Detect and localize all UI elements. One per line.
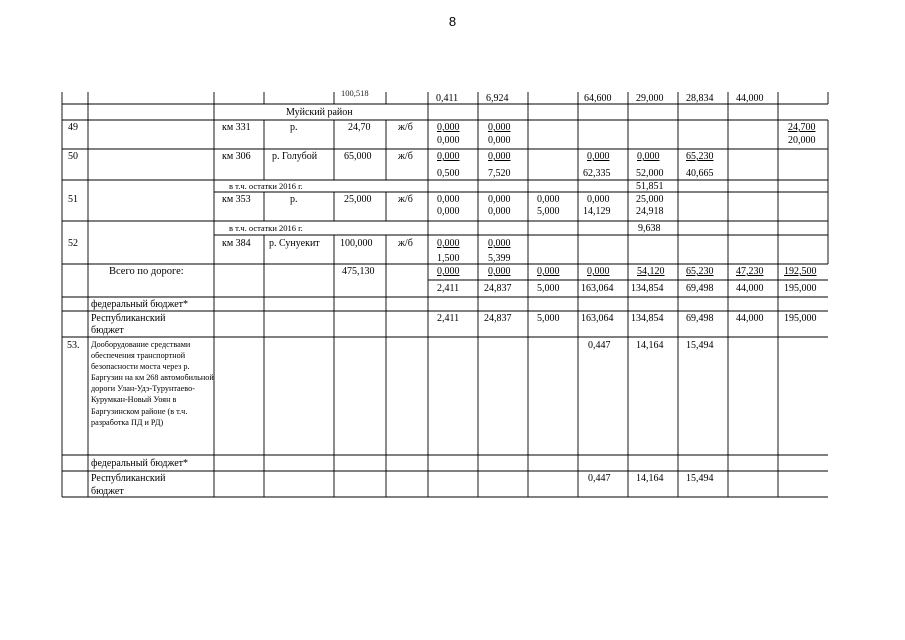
row-type: ж/б <box>398 122 413 133</box>
cell-value: 0,000 <box>437 135 460 146</box>
top-cell: 44,000 <box>736 93 764 104</box>
remains-label: в т.ч. остатки 2016 г. <box>229 223 303 233</box>
cell-value: 5,000 <box>537 206 560 217</box>
remains-value: 51,851 <box>636 181 664 192</box>
cell-value: 14,129 <box>583 206 611 217</box>
row-number: 51 <box>68 194 78 205</box>
remains-label: в т.ч. остатки 2016 г. <box>229 181 303 191</box>
cut-off-text: 100,518 <box>341 88 369 98</box>
cell-value: 0,000 <box>488 206 511 217</box>
remains-value: 9,638 <box>638 223 661 234</box>
top-cell: 6,924 <box>486 93 509 104</box>
total-value: 44,000 <box>736 283 764 294</box>
item-value: 15,494 <box>686 340 714 351</box>
total-length: 475,130 <box>342 266 375 277</box>
total-value: 195,000 <box>784 283 817 294</box>
top-cell: 64,600 <box>584 93 612 104</box>
republic-value: 24,837 <box>484 313 512 324</box>
top-cell: 29,000 <box>636 93 664 104</box>
total-value: 24,837 <box>484 283 512 294</box>
row-name: р. <box>290 194 298 205</box>
total-value: 0,000 <box>488 266 511 277</box>
cell-value: 24,918 <box>636 206 664 217</box>
republic-value: 15,494 <box>686 473 714 484</box>
republic-budget-label: Республиканский <box>91 313 166 324</box>
row-number: 52 <box>68 238 78 249</box>
republic-budget-label: Республиканский <box>91 473 166 484</box>
row-type: ж/б <box>398 151 413 162</box>
cell-value: 62,335 <box>583 168 611 179</box>
total-value: 0,000 <box>537 266 560 277</box>
cell-value: 0,000 <box>488 122 511 133</box>
row-number: 50 <box>68 151 78 162</box>
cell-value: 65,230 <box>686 151 714 162</box>
republic-value: 195,000 <box>784 313 817 324</box>
total-value: 134,854 <box>631 283 664 294</box>
row-km: км 384 <box>222 238 251 249</box>
cell-value: 0,000 <box>637 151 660 162</box>
republic-value: 5,000 <box>537 313 560 324</box>
total-value: 163,064 <box>581 283 614 294</box>
cell-value: 0,000 <box>587 194 610 205</box>
republic-budget-label: бюджет <box>91 486 124 497</box>
cell-value: 40,665 <box>686 168 714 179</box>
district-header: Муйский район <box>286 107 353 118</box>
cell-value: 0,000 <box>537 194 560 205</box>
cell-value: 25,000 <box>636 194 664 205</box>
item-number: 53. <box>67 340 80 351</box>
cell-value: 0,000 <box>437 238 460 249</box>
row-km: км 306 <box>222 151 251 162</box>
cell-value: 0,500 <box>437 168 460 179</box>
republic-value: 2,411 <box>437 313 460 324</box>
cell-value: 24,700 <box>788 122 816 133</box>
row-name: р. Сунуекит <box>269 238 320 249</box>
total-value: 65,230 <box>686 266 714 277</box>
cell-value: 0,000 <box>488 135 511 146</box>
cell-value: 0,000 <box>437 206 460 217</box>
top-cell: 0,411 <box>436 93 459 104</box>
cell-value: 5,399 <box>488 253 511 264</box>
total-value: 0,000 <box>587 266 610 277</box>
cell-value: 0,000 <box>488 194 511 205</box>
item-value: 0,447 <box>588 340 611 351</box>
row-length: 25,000 <box>344 194 372 205</box>
row-name: р. <box>290 122 298 133</box>
top-cell: 28,834 <box>686 93 714 104</box>
federal-budget-label: федеральный бюджет* <box>91 458 189 469</box>
republic-value: 69,498 <box>686 313 714 324</box>
row-length: 24,70 <box>348 122 371 133</box>
cell-value: 0,000 <box>437 122 460 133</box>
item-value: 14,164 <box>636 340 664 351</box>
republic-value: 134,854 <box>631 313 664 324</box>
total-value: 54,120 <box>637 266 665 277</box>
page-number: 8 <box>448 14 457 29</box>
total-value: 69,498 <box>686 283 714 294</box>
cell-value: 20,000 <box>788 135 816 146</box>
row-name: р. Голубой <box>272 151 318 162</box>
cell-value: 0,000 <box>437 194 460 205</box>
cell-value: 0,000 <box>488 151 511 162</box>
total-label: Всего по дороге: <box>109 266 184 277</box>
cell-value: 0,000 <box>488 238 511 249</box>
cell-value: 52,000 <box>636 168 664 179</box>
cell-value: 1,500 <box>437 253 460 264</box>
row-length: 65,000 <box>344 151 372 162</box>
row-km: км 353 <box>222 194 251 205</box>
republic-value: 163,064 <box>581 313 614 324</box>
republic-value: 0,447 <box>588 473 611 484</box>
total-value: 0,000 <box>437 266 460 277</box>
republic-budget-label: бюджет <box>91 325 124 336</box>
total-value: 5,000 <box>537 283 560 294</box>
total-value: 192,500 <box>784 266 817 277</box>
cell-value: 7,520 <box>488 168 511 179</box>
cell-value: 0,000 <box>437 151 460 162</box>
total-value: 2,411 <box>437 283 460 294</box>
item-description: Дооборудование средствами обеспечения транспортной безопасности моста через р. Баргузин на км 268 автомобильной дороги Улан-Удэ-Турунтаево-Курумкан-Новый Уоян в Баргузинском районе (в т.ч. разработка ПД и РД) <box>91 340 214 427</box>
federal-budget-label: федеральный бюджет* <box>91 299 189 310</box>
row-number: 49 <box>68 122 78 133</box>
republic-value: 44,000 <box>736 313 764 324</box>
republic-value: 14,164 <box>636 473 664 484</box>
total-value: 47,230 <box>736 266 764 277</box>
row-length: 100,000 <box>340 238 373 249</box>
cell-value: 0,000 <box>587 151 610 162</box>
row-type: ж/б <box>398 194 413 205</box>
row-type: ж/б <box>398 238 413 249</box>
row-km: км 331 <box>222 122 251 133</box>
